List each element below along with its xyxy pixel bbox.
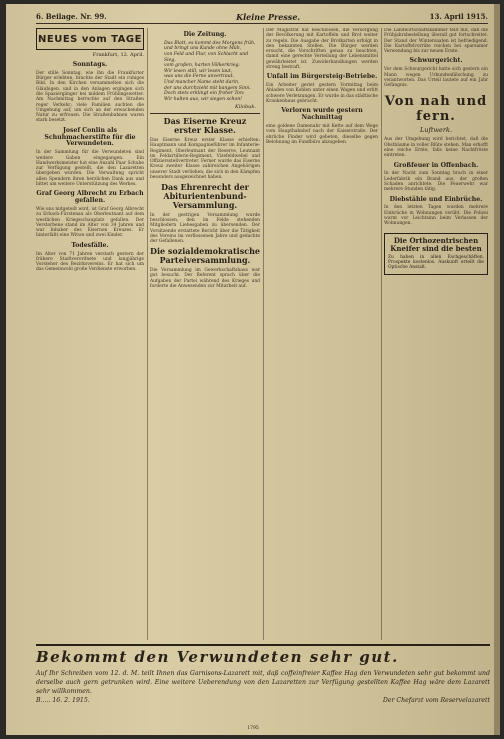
- poem-line: was uns die Ferne anvertraut.: [164, 74, 235, 80]
- article-title: Josef Conlin als Schuhmacherstifte für die Verwundeten.: [44, 126, 136, 148]
- article-text: Der stille Sonntag, wie ihn die Frankfurter Bürger erlebten, brachte der Stadt ein ruhiges Bild. In den Kirchen versammelten sich die Gläubigen, und in den Anlagen ergingen sich die Spaziergänger bei mildem Frühlingswetter. Am Nachmittag herrschte auf den Straßen reger Verkehr; viele Familien suchten die Umgebung auf, um sich an der erwachenden Natur zu erfreuen. Die Straßenbahnen waren stark besetzt.: [36, 70, 144, 124]
- article-text: Die Versammlung im Gewerkschaftshaus war gut besucht. Der Referent sprach über die Aufgaben der Partei während des Krieges und forderte die Anwesenden zur Mitarbeit auf.: [150, 268, 260, 289]
- article-text: In der Sammlung für die Verwundeten sind weitere Gaben eingegangen. Ein Handwerksmeister hat eine Anzahl Paar Schuhe zur Verfügung gestellt, die den Lazaretten übergeben wurden. Die Verwaltung spricht allen Spendern ihren herzlichen Dank aus und bittet um weitere Unterstützung des Werkes.: [36, 150, 144, 187]
- article-text: Der Magistrat hat beschlossen, die Versorgung der Bevölkerung mit Kartoffeln und Brot weiter zu regeln. Die Ausgabe der Brotkarten erfolgt in den bekannten Stellen. Die Bürger werden ersucht, die Vorschriften genau zu beachten, damit eine gerechte Verteilung der Lebensmittel gewährleistet ist. Zuwiderhandlungen werden streng bestraft.: [266, 28, 378, 71]
- poem-line: Wir lesen still, wir lesen laut,: [164, 68, 233, 74]
- article-title: Verloren wurde gestern Nachmittag: [281, 107, 363, 122]
- newspaper-page: [6, 4, 500, 735]
- article-title: Todesfälle.: [71, 241, 109, 249]
- article-text: eine goldene Damenuhr mit Kette auf dem Wege vom Hauptbahnhof nach der Kaiserstraße. Der ehrliche Finder wird gebeten, dieselbe gegen Belohnung im Fundbüro abzugeben.: [266, 124, 378, 145]
- divider: [150, 113, 260, 114]
- column-3: [266, 28, 378, 640]
- ad-body: Auf Ihr Schreiben vom 12. d. M. teilt Ihnen das Garnisons-Lazarett mit, daß coffeinfreier Kaffee Hag den Verwundeten sehr gut bekommt und derselbe auch gern getrunken wird. Eine weitere Ueberendung von den Lazaretten zur Verfügung gestellten Kaffee Hag wäre dem Lazarett sehr willkommen.: [36, 670, 490, 695]
- ad-place-date: B..... 16. 2. 1915.: [36, 697, 90, 704]
- advertisement-box: [384, 233, 488, 275]
- poem-signature: Kilobuk.: [235, 104, 256, 111]
- page-edge-shadow: [494, 4, 500, 735]
- article-text: In der Nacht zum Sonntag brach in einer Lederfabrik ein Brand aus, der großen Schaden anrichtete. Die Feuerwehr war mehrere Stunden tätig.: [384, 171, 488, 193]
- article-text: Das Eiserne Kreuz erster Klasse erhielten: Hauptmann und Kompagnieführer im Infanterie-Regiment, Oberleutnant der Reserve, Leutnant im Feldartillerie-Regiment, Vizefeldwebel und Offiziersstellvertreter. Ferner wurde das Eiserne Kreuz zweiter Klasse zahlreichen Angehörigen unserer Stadt verliehen, die sich in den Kämpfen besonders ausgezeichnet haben.: [150, 137, 260, 181]
- article-title: Unfall im Bürgersteig-Betriebe.: [266, 73, 378, 81]
- column-1: [36, 28, 144, 640]
- article-title: Die sozialdemokratische Parteiversammlung.: [150, 246, 260, 266]
- poem-line: Doch stets erklingt ein froher Ton:: [164, 91, 245, 97]
- article-text: Wie uns mitgeteilt wird, ist Graf Georg Albrecht zu Erbach-Fürstenau als Oberleutnant auf dem westlichen Kriegsschauplatz gefallen. Der Verstorbene stand im Alter von 34 Jahren und war Inhaber des Eisernen Kreuzes. Er hinterläßt eine Witwe und zwei Kinder.: [36, 206, 144, 239]
- article-text: Im Alter von 71 Jahren verstarb gestern der frühere Stadtverordnete und langjährige Vorsteher des Bezirksvereins. Er hat sich um das Gemeinwohl große Verdienste erworben.: [36, 251, 144, 273]
- poem-line: Und mancher Name steht darin,: [164, 79, 240, 85]
- section-subheadline: Luftwerk.: [419, 126, 453, 135]
- article-title: Großfeuer in Offenbach.: [393, 161, 479, 169]
- article-title: Graf Georg Albrecht zu Erbach gefallen.: [36, 190, 144, 205]
- column-rule: [381, 28, 382, 640]
- poem-line: und bringt uns Kunde ohne Müh,: [164, 46, 242, 52]
- header-date: 13. April 1915.: [429, 12, 488, 21]
- header-issue: 6. Beilage. Nr. 99.: [36, 12, 107, 21]
- article-title: Diebstähle und Einbrüche.: [389, 195, 483, 203]
- article-text: Aus der Umgebung wird berichtet, daß die Obstbäume in voller Blüte stehen. Man erhofft eine reiche Ernte, falls keine Nachtfröste eintreten.: [384, 137, 488, 159]
- column-4: [384, 28, 488, 640]
- poem-line: der uns durchzieht mit bangem Sinn.: [164, 85, 251, 91]
- ad-title: Die Orthozentrischen Kneifer sind die besten: [390, 235, 482, 253]
- section-masthead: NEUES vom TAGE: [36, 28, 144, 50]
- ad-signature: Der Chefarzt vom Reservelazarett: [382, 697, 490, 704]
- poem: [150, 41, 260, 103]
- article-text: In der gestrigen Versammlung wurde beschlossen, den im Felde stehenden Mitgliedern Liebesgaben zu übersenden. Der Vorsitzende erstattete Bericht über die Tätigkeit des Vereins im verflossenen Jahre und gedachte der Gefallenen.: [150, 212, 260, 245]
- poem-line: Wir halten aus, wir siegen schon!: [164, 96, 243, 102]
- dateline: Frankfurt, 12. April.: [92, 52, 144, 58]
- poem-line: von Feld und Flur, von Schlacht und Sieg,: [164, 52, 249, 63]
- poem-line: Das Blatt, es kommt des Morgens früh,: [164, 40, 256, 46]
- column-rule: [147, 28, 148, 640]
- section-headline: Von nah und fern.: [384, 94, 488, 125]
- column-2: [150, 28, 260, 640]
- column-rule: [263, 28, 264, 640]
- article-title: Das Eiserne Kreuz erster Klasse.: [163, 116, 247, 136]
- poem-title: Die Zeitung.: [183, 31, 227, 38]
- article-text: In den letzten Tagen wurden mehrere Einbrüche in Wohnungen verübt. Die Polizei warnt vor Leichtsinn beim Verlassen der Wohnungen.: [384, 205, 488, 227]
- article-text: Ein Arbeiter geriet gestern Vormittag beim Abladen von Kohlen unter einen Wagen und erlitt schwere Verletzungen. Er wurde in das städtische Krankenhaus gebracht.: [266, 83, 378, 105]
- article-title: Schwurgericht.: [409, 57, 463, 65]
- ad-text: Zu haben in allen Fachgeschäften. Prospekte kostenlos. Auskunft erteilt die Optische Anstalt.: [388, 254, 484, 271]
- article-text: Die Landwirtschaftskammer teilt mit, daß die Frühjahrsbestellung überall gut fortschreitet. Der Stand der Wintersaaten ist befriedigend. Die Kartoffelvorräte reichen bei sparsamer Verwendung bis zur neuen Ernte.: [384, 28, 488, 55]
- article-title: Das Ehrenrecht der Abiturientenbund-Versammlung.: [161, 182, 249, 210]
- bottom-advertisement: [36, 644, 490, 720]
- ad-signature-row: [36, 697, 490, 704]
- article-text: Vor dem Schwurgericht hatte sich gestern ein Mann wegen Urkundenfälschung zu verantworten. Das Urteil lautete auf ein Jahr Gefängnis.: [384, 67, 488, 89]
- page-header: [36, 10, 488, 24]
- article-title: Sonntags.: [72, 61, 108, 68]
- header-newspaper-name: Kleine Presse.: [236, 11, 301, 22]
- poem-line: vom großen, harten Völkerkrieg.: [164, 63, 241, 69]
- ad-headline: Bekommt den Verwundeten sehr gut.: [36, 648, 399, 666]
- page-number: 1795: [247, 726, 259, 731]
